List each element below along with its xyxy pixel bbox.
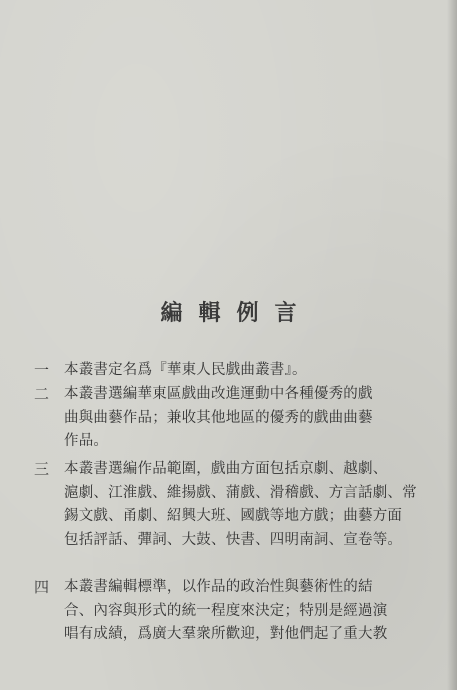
text-line: 作品。 — [64, 433, 109, 449]
item-number: 四 — [34, 578, 50, 596]
page-title: 編輯例言 — [160, 300, 313, 326]
text-line: 本叢書編輯標準，以作品的政治性與藝術性的結 — [64, 579, 373, 595]
text-line: 滬劇、江淮戲、維揚戲、蒲戲、滑稽戲、方言話劇、常 — [64, 484, 417, 501]
text-line: 合、內容與形式的統一程度來決定；特別是經過演 — [64, 602, 388, 619]
item-text — [64, 383, 430, 454]
item-text — [64, 576, 430, 647]
item-number: 二 — [34, 385, 50, 403]
item-text — [64, 458, 430, 552]
page-edge-shadow — [447, 0, 457, 690]
text-line: 曲與曲藝作品；兼收其他地區的優秀的戲曲曲藝 — [64, 409, 373, 426]
text-line: 唱有成績，爲廣大羣衆所歡迎，對他們起了重大教 — [64, 626, 388, 642]
text-line: 錫文戲、甬劇、紹興大班、國戲等地方戲；曲藝方面 — [64, 508, 403, 524]
item-number: 一 — [34, 361, 50, 379]
text-line: 包括評話、彈詞、大鼓、快書、四明南詞、宣卷等。 — [64, 531, 403, 548]
item-text — [64, 359, 430, 383]
text-line: 本叢書選編華東區戲曲改進運動中各種優秀的戲 — [64, 386, 373, 402]
text-line: 本叢書選編作品範圍，戲曲方面包括京劇、越劇、 — [64, 461, 388, 477]
item-number: 三 — [34, 460, 50, 478]
text-line: 本叢書定名爲『華東人民戲曲叢書』。 — [64, 362, 307, 378]
